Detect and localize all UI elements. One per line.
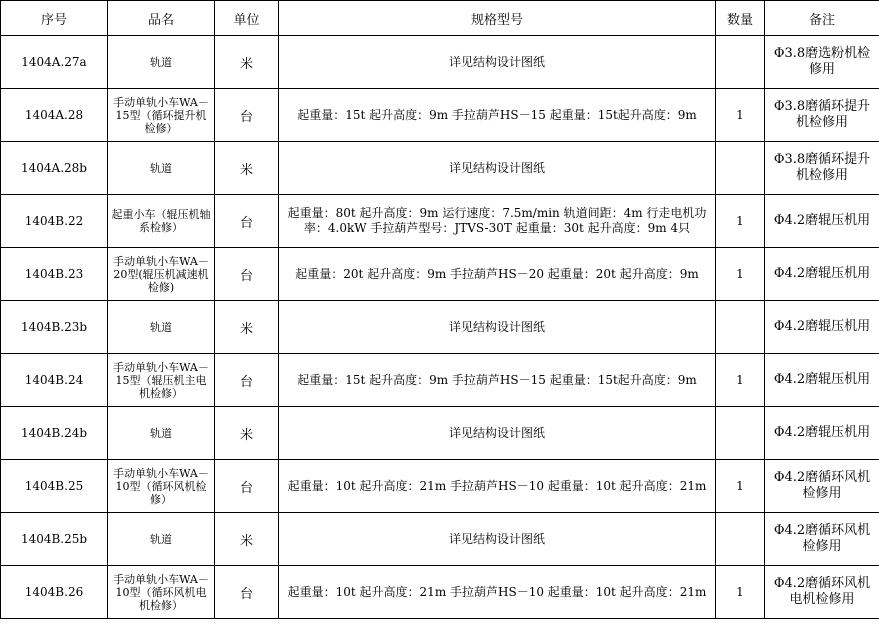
cell-note: Φ4.2磨循环风机电机检修用 (765, 566, 879, 619)
cell-qty: 1 (716, 460, 765, 513)
cell-unit: 台 (215, 248, 279, 301)
cell-qty: 1 (716, 89, 765, 142)
cell-code: 1404B.23 (1, 248, 108, 301)
table-row (1, 513, 879, 566)
cell-unit: 米 (215, 301, 279, 354)
cell-note: Φ4.2磨辊压机用 (765, 195, 879, 248)
table-row (1, 142, 879, 195)
header-name: 品名 (108, 1, 215, 36)
cell-qty (716, 513, 765, 566)
cell-code: 1404B.22 (1, 195, 108, 248)
cell-note: Φ4.2磨辊压机用 (765, 301, 879, 354)
cell-qty (716, 36, 765, 89)
cell-note: Φ4.2磨循环风机检修用 (765, 460, 879, 513)
cell-spec: 起重量：15t 起升高度：9m 手拉葫芦HS－15 起重量：15t起升高度：9m (279, 89, 716, 142)
cell-unit: 台 (215, 354, 279, 407)
cell-name: 手动单轨小车WA－10型（循环风机检修） (108, 460, 215, 513)
table-row (1, 301, 879, 354)
cell-unit: 米 (215, 36, 279, 89)
cell-code: 1404B.26 (1, 566, 108, 619)
cell-note: Φ4.2磨循环风机检修用 (765, 513, 879, 566)
cell-spec: 起重量：10t 起升高度：21m 手拉葫芦HS－10 起重量：10t 起升高度：21m (279, 460, 716, 513)
cell-unit: 米 (215, 513, 279, 566)
table-row (1, 354, 879, 407)
table-row (1, 460, 879, 513)
table-row (1, 407, 879, 460)
header-note: 备注 (765, 1, 879, 36)
cell-spec: 起重量：20t 起升高度：9m 手拉葫芦HS－20 起重量：20t 起升高度：9m (279, 248, 716, 301)
cell-name: 轨道 (108, 36, 215, 89)
header-row (1, 1, 879, 36)
cell-name: 手动单轨小车WA－20型(辊压机减速机检修) (108, 248, 215, 301)
cell-unit: 台 (215, 460, 279, 513)
cell-unit: 米 (215, 407, 279, 460)
cell-qty (716, 142, 765, 195)
cell-name: 手动单轨小车WA－15型（辊压机主电机检修） (108, 354, 215, 407)
cell-unit: 台 (215, 566, 279, 619)
cell-spec: 详见结构设计图纸 (279, 36, 716, 89)
table-row (1, 89, 879, 142)
cell-spec: 起重量：15t 起升高度：9m 手拉葫芦HS－15 起重量：15t起升高度：9m (279, 354, 716, 407)
cell-code: 1404B.24 (1, 354, 108, 407)
cell-note: Φ4.2磨辊压机用 (765, 407, 879, 460)
cell-spec: 起重量：10t 起升高度：21m 手拉葫芦HS－10 起重量：10t 起升高度：21m (279, 566, 716, 619)
cell-name: 手动单轨小车WA－10型（循环风机电机检修） (108, 566, 215, 619)
cell-spec: 详见结构设计图纸 (279, 513, 716, 566)
cell-qty: 1 (716, 566, 765, 619)
cell-spec: 起重量：80t 起升高度：9m 运行速度：7.5m/min 轨道间距：4m 行走电机功率：4.0kW 手拉葫芦型号：JTVS-30T 起重量：30t 起升高度：9m 4只 (279, 195, 716, 248)
table-row (1, 195, 879, 248)
cell-name: 轨道 (108, 407, 215, 460)
cell-note: Φ3.8磨循环提升机检修用 (765, 89, 879, 142)
header-qty: 数量 (716, 1, 765, 36)
cell-code: 1404B.25b (1, 513, 108, 566)
cell-qty (716, 407, 765, 460)
header-spec: 规格型号 (279, 1, 716, 36)
table-row (1, 248, 879, 301)
cell-name: 手动单轨小车WA－15型（循环提升机检修） (108, 89, 215, 142)
cell-code: 1404A.28b (1, 142, 108, 195)
cell-qty (716, 301, 765, 354)
cell-code: 1404B.24b (1, 407, 108, 460)
cell-code: 1404B.25 (1, 460, 108, 513)
cell-code: 1404B.23b (1, 301, 108, 354)
cell-qty: 1 (716, 195, 765, 248)
cell-name: 起重小车（辊压机轴系检修） (108, 195, 215, 248)
header-unit: 单位 (215, 1, 279, 36)
cell-name: 轨道 (108, 142, 215, 195)
cell-spec: 详见结构设计图纸 (279, 142, 716, 195)
table-row (1, 36, 879, 89)
cell-code: 1404A.28 (1, 89, 108, 142)
header-code: 序号 (1, 1, 108, 36)
cell-unit: 米 (215, 142, 279, 195)
cell-note: Φ4.2磨辊压机用 (765, 354, 879, 407)
cell-unit: 台 (215, 195, 279, 248)
cell-note: Φ3.8磨选粉机检修用 (765, 36, 879, 89)
cell-unit: 台 (215, 89, 279, 142)
cell-code: 1404A.27a (1, 36, 108, 89)
table-row (1, 566, 879, 619)
cell-note: Φ3.8磨循环提升机检修用 (765, 142, 879, 195)
cell-spec: 详见结构设计图纸 (279, 301, 716, 354)
cell-note: Φ4.2磨辊压机用 (765, 248, 879, 301)
cell-spec: 详见结构设计图纸 (279, 407, 716, 460)
cell-name: 轨道 (108, 513, 215, 566)
cell-qty: 1 (716, 248, 765, 301)
cell-qty: 1 (716, 354, 765, 407)
cell-name: 轨道 (108, 301, 215, 354)
